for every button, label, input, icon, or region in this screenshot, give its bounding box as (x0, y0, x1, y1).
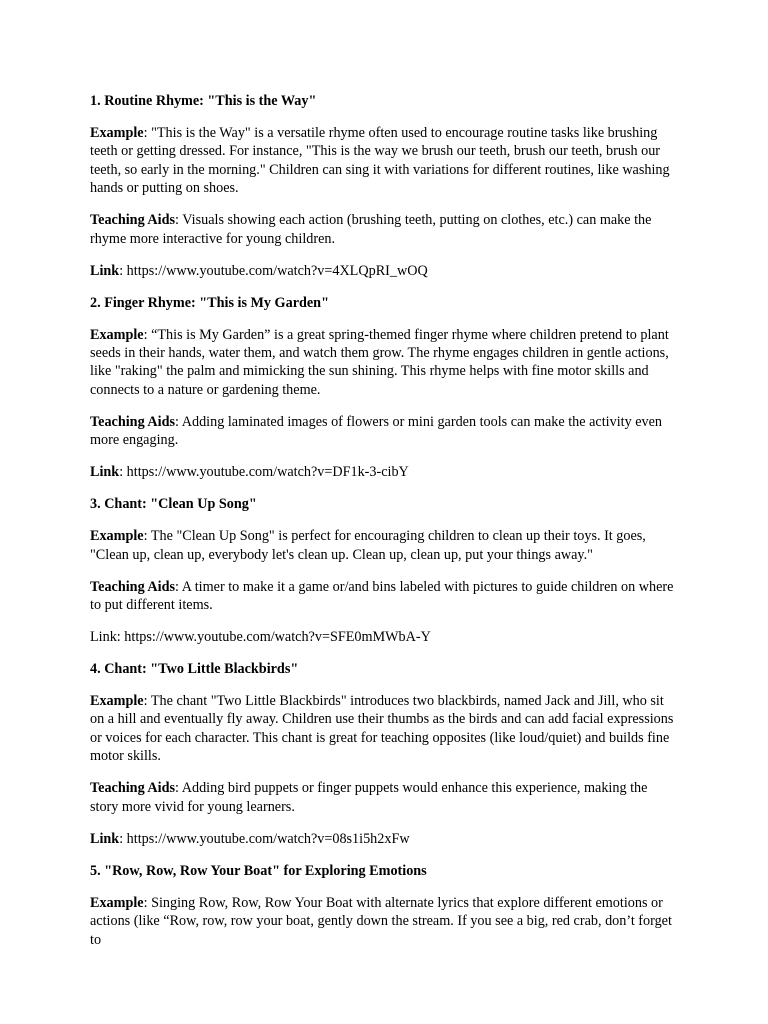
document-page (90, 92, 678, 963)
example-text: : The chant "Two Little Blackbirds" introduces two blackbirds, named Jack and Jill, who sit on a hill and eventually fly away. Children use their thumbs as the birds and can add facial expressions or voices for each character. This chant is great for teaching opposites (like loud/quiet) and builds fine motor skills. (90, 693, 674, 765)
link-paragraph (90, 463, 678, 481)
teaching-aids-text: : Visuals showing each action (brushing teeth, putting on clothes, etc.) can make the rhyme more interactive for young children. (90, 212, 652, 247)
section-heading: 1. Routine Rhyme: "This is the Way" (90, 93, 317, 109)
teaching-aids-text: : A timer to make it a game or/and bins labeled with pictures to guide children on where to put different items. (90, 578, 674, 614)
example-text: : Singing Row, Row, Row Your Boat with alternate lyrics that explore different emotions or actions (like “Row, row, row your boat, gently down the stream. If you see a big, red crab, don’t forget to (90, 894, 672, 948)
teaching-aids-paragraph (90, 413, 678, 450)
link-paragraph (90, 262, 678, 280)
link-label: Link (90, 830, 120, 847)
example-text: : The "Clean Up Song" is perfect for encouraging children to clean up their toys. It goes, "Clean up, clean up, everybody let's clean up. Clean up, clean up, put your things away." (90, 528, 646, 563)
example-paragraph (90, 124, 678, 198)
link-text: Link: https://www.youtube.com/watch?v=SFE0mMWbA-Y (90, 629, 431, 646)
example-paragraph (90, 527, 678, 564)
teaching-aids-label: Teaching Aids (90, 578, 176, 595)
example-label: Example (90, 528, 144, 545)
link-paragraph (90, 830, 678, 848)
teaching-aids-label: Teaching Aids (90, 780, 176, 797)
example-label: Example (90, 693, 144, 710)
section-heading: 4. Chant: "Two Little Blackbirds" (90, 661, 299, 678)
example-label: Example (90, 326, 144, 343)
example-paragraph (90, 326, 678, 400)
teaching-aids-paragraph (90, 578, 678, 615)
example-paragraph (90, 894, 678, 949)
teaching-aids-text: : Adding bird puppets or finger puppets would enhance this experience, making the story more vivid for young learners. (90, 780, 648, 815)
example-label: Example (90, 125, 144, 141)
link-label: Link (90, 464, 120, 481)
section-heading: 5. "Row, Row, Row Your Boat" for Exploring Emotions (90, 862, 427, 879)
teaching-aids-text: : Adding laminated images of flowers or mini garden tools can make the activity even more engaging. (90, 413, 662, 449)
example-paragraph (90, 692, 678, 766)
link-text: : https://www.youtube.com/watch?v=DF1k-3-cibY (119, 464, 409, 481)
link-paragraph (90, 628, 678, 646)
teaching-aids-paragraph (90, 211, 678, 248)
link-label: Link (90, 262, 120, 279)
example-text: : “This is My Garden” is a great spring-themed finger rhyme where children pretend to plant seeds in their hands, water them, and watch them grow. The rhyme engages children in gentle actions, like "raking" the palm and mimicking the sun shining. This rhyme helps with fine motor skills and connects to a nature or gardening theme. (90, 326, 669, 398)
section-heading: 3. Chant: "Clean Up Song" (90, 496, 257, 513)
link-text: : https://www.youtube.com/watch?v=4XLQpRI_wOQ (119, 262, 428, 279)
example-label: Example (90, 894, 144, 911)
link-text: : https://www.youtube.com/watch?v=08s1i5h2xFw (119, 830, 410, 847)
example-text: : "This is the Way" is a versatile rhyme often used to encourage routine tasks like brushing teeth or getting dressed. For instance, "This is the way we brush our teeth, brush our teeth, brush our teeth, so early in the morning." Children can sing it with variations for different routines, like washing hands or putting on shoes. (90, 125, 670, 197)
teaching-aids-paragraph (90, 779, 678, 816)
section-heading: 2. Finger Rhyme: "This is My Garden" (90, 294, 329, 311)
teaching-aids-label: Teaching Aids (90, 413, 176, 430)
teaching-aids-label: Teaching Aids (90, 212, 176, 229)
